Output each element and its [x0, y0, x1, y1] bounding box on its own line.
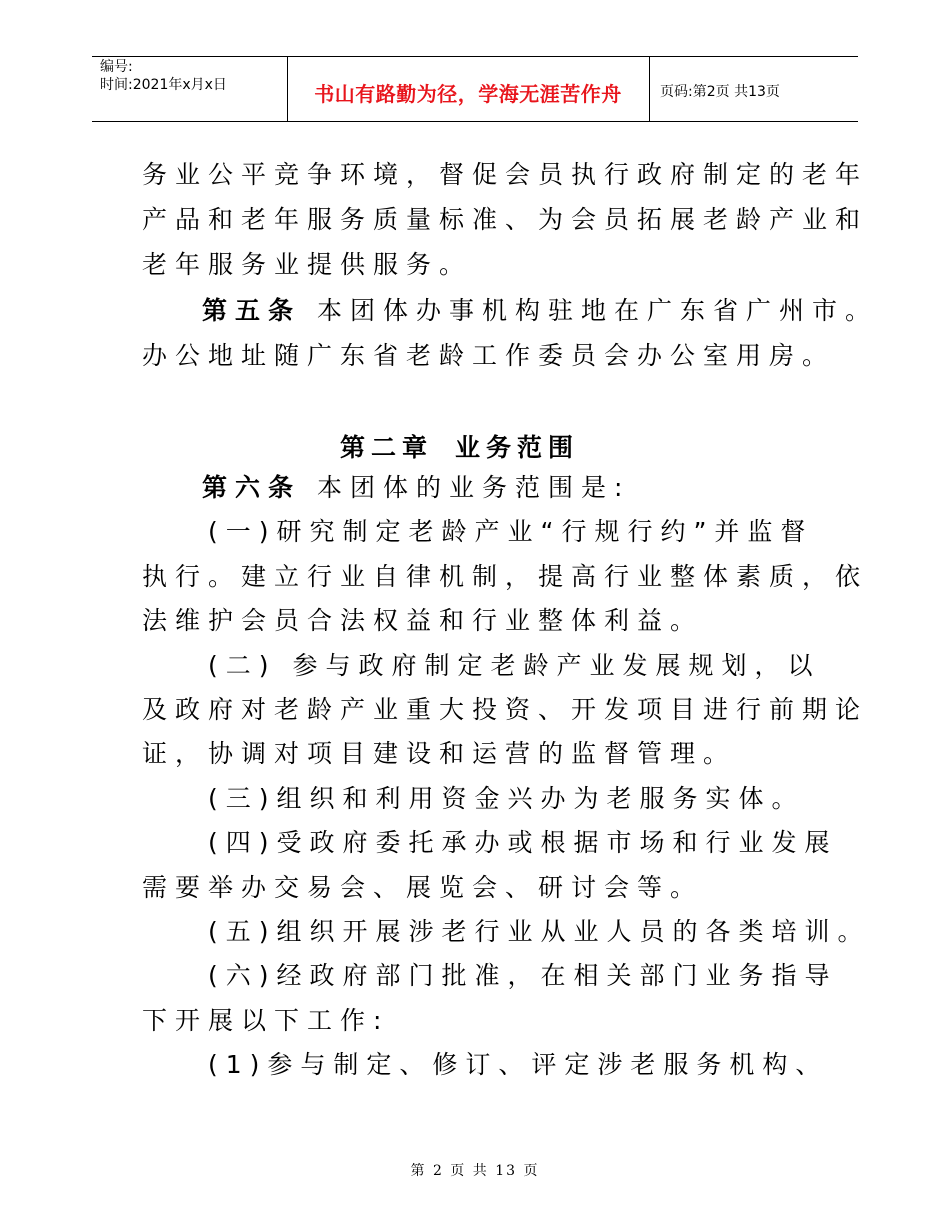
- item-line: (六)经政府部门批准，在相关部门业务指导: [208, 961, 838, 990]
- body-line: 务业公平竞争环境，督促会员执行政府制定的老年: [142, 160, 869, 189]
- item-line: (三)组织和利用资金兴办为老服务实体。: [208, 784, 805, 813]
- item-line: (四)受政府委托承办或根据市场和行业发展: [208, 828, 838, 857]
- item-line: (一)研究制定老龄产业“行规行约”并监督: [208, 517, 814, 546]
- body-line: 产品和老年服务质量标准、为会员拓展老龄产业和: [142, 205, 869, 234]
- article-6-label: 第六条: [202, 473, 302, 502]
- body-line: 办公地址随广东省老龄工作委员会办公室用房。: [142, 341, 836, 370]
- article-6-text: 本团体的业务范围是:: [316, 473, 631, 502]
- header-number-label: 编号:: [100, 59, 133, 75]
- article-5-text: 本团体办事机构驻地在广东省广州市。: [316, 296, 878, 325]
- body-line: 老年服务业提供服务。: [142, 250, 473, 279]
- item-line: 下开展以下工作:: [142, 1006, 390, 1035]
- item-line: 及政府对老龄产业重大投资、开发项目进行前期论: [142, 695, 869, 724]
- item-line: 证，协调对项目建设和运营的监督管理。: [142, 739, 737, 768]
- chapter-title: 业务范围: [455, 433, 580, 462]
- item-line: (五)组织开展涉老行业从业人员的各类培训。: [208, 917, 871, 946]
- header-divider-right: [649, 57, 650, 122]
- article-5-line: [202, 296, 878, 326]
- article-5-label: 第五条: [202, 296, 302, 325]
- item-line: (二) 参与政府制定老龄产业发展规划，以: [208, 651, 821, 680]
- item-line: (1)参与制定、修订、评定涉老服务机构、: [208, 1050, 829, 1079]
- chapter-number: 第二章: [340, 433, 434, 462]
- item-line: 法维护会员合法权益和行业整体利益。: [142, 606, 704, 635]
- item-line: 需要举办交易会、展览会、研讨会等。: [142, 873, 704, 902]
- page-footer: 第 2 页 共 13 页: [410, 1163, 540, 1179]
- chapter-heading: [340, 428, 579, 464]
- header-motto: 书山有路勤为径，学海无涯苦作舟: [314, 82, 622, 106]
- header-page-info: 页码:第2页 共13页: [660, 84, 780, 100]
- header-top-rule: [92, 56, 858, 57]
- header-time-label: 时间:2021年x月x日: [100, 77, 227, 93]
- header-bottom-rule: [92, 121, 858, 122]
- article-6-line: [202, 473, 630, 503]
- item-line: 执行。建立行业自律机制，提高行业整体素质，依: [142, 562, 869, 591]
